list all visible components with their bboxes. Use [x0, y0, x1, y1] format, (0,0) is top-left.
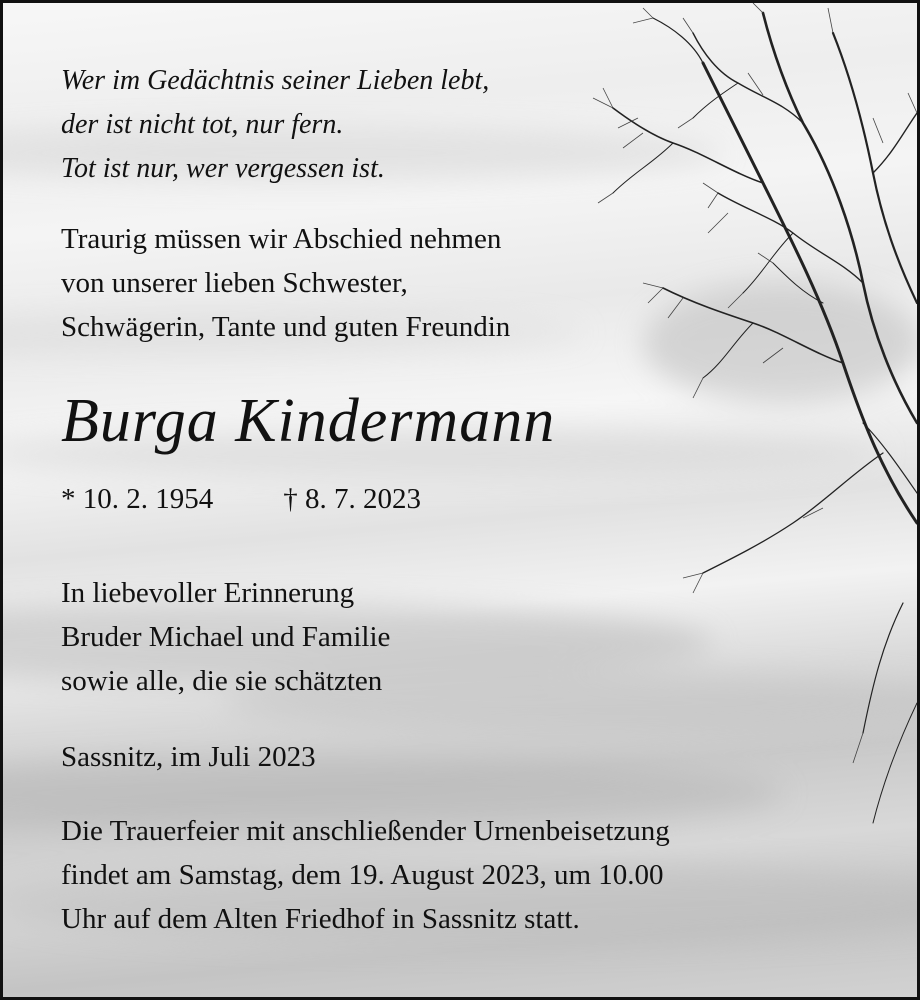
intro-line: Traurig müssen wir Abschied nehmen	[61, 223, 502, 255]
death-date: † 8. 7. 2023	[283, 483, 421, 515]
ceremony-line: Die Trauerfeier mit anschließender Urnenbeisetzung	[61, 815, 670, 847]
place-and-date: Sassnitz, im Juli 2023	[61, 741, 316, 773]
mourners-line: sowie alle, die sie schätzten	[61, 665, 383, 697]
memorial-quote	[61, 59, 489, 191]
mourners-line: In liebevoller Erinnerung	[61, 577, 355, 609]
quote-line: Wer im Gedächtnis seiner Lieben lebt,	[61, 65, 490, 96]
life-dates	[61, 477, 421, 521]
funeral-details	[61, 809, 670, 941]
deceased-name: Burga Kindermann	[61, 387, 556, 455]
ceremony-line: Uhr auf dem Alten Friedhof in Sassnitz statt.	[61, 903, 580, 935]
intro-line: von unserer lieben Schwester,	[61, 267, 408, 299]
ceremony-line: findet am Samstag, dem 19. August 2023, um 10.00	[61, 859, 664, 891]
mourners-block	[61, 571, 390, 703]
farewell-intro	[61, 217, 510, 349]
quote-line: der ist nicht tot, nur fern.	[61, 109, 344, 140]
intro-line: Schwägerin, Tante und guten Freundin	[61, 311, 511, 343]
mourners-line: Bruder Michael und Familie	[61, 621, 391, 653]
birth-date: * 10. 2. 1954	[61, 483, 214, 515]
quote-line: Tot ist nur, wer vergessen ist.	[61, 153, 385, 184]
